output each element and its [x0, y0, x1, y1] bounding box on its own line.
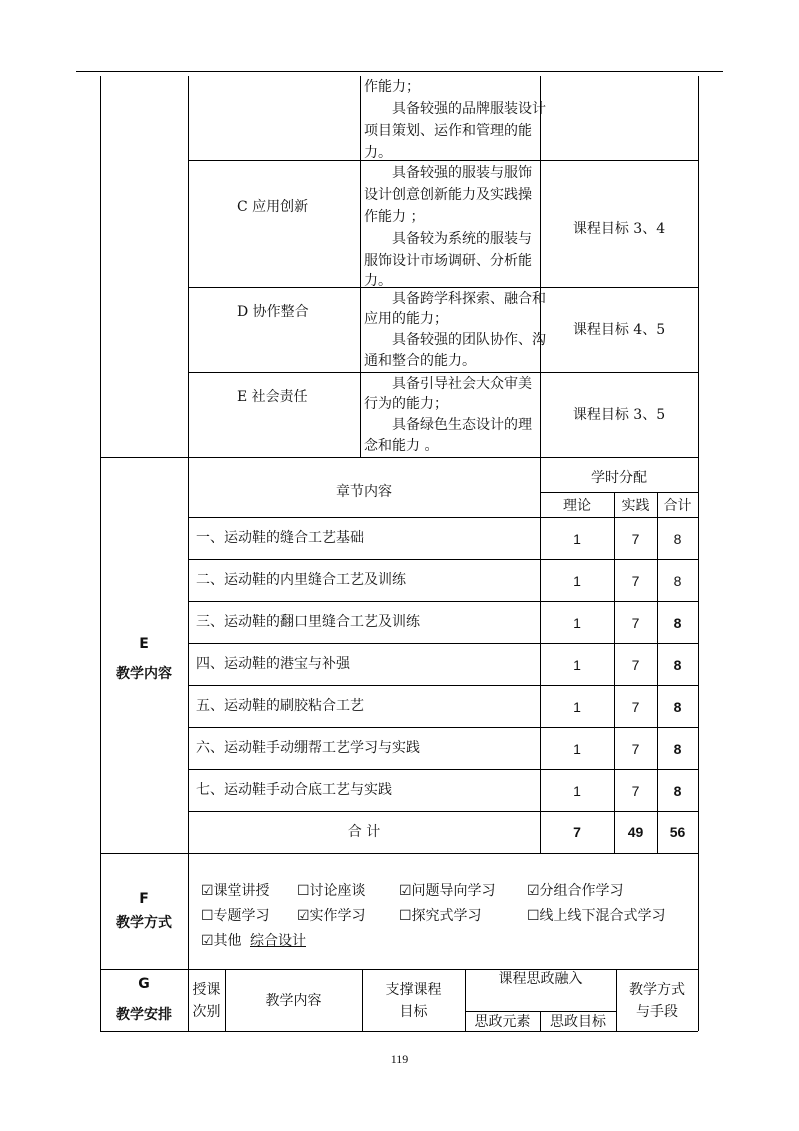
description-line: 具备绿色生态设计的理	[364, 417, 532, 433]
chapter-title: 二、运动鞋的内里缝合工艺及训练	[196, 572, 406, 588]
practice-hours: 7	[631, 741, 640, 757]
description-line: 行为的能力；	[364, 396, 448, 412]
ideology-elements-header: 思政元素	[474, 1014, 531, 1030]
description-line: 念和能力 。	[364, 438, 439, 454]
chapter-title: 四、运动鞋的港宝与补强	[196, 656, 350, 672]
sum-theory: 7	[573, 824, 581, 840]
total-header: 合计	[663, 498, 692, 514]
method-checkbox: ☑问题导向学习	[399, 883, 496, 899]
ability-name: D 协作整合	[237, 304, 309, 320]
practice-hours: 7	[631, 531, 640, 547]
description-line: 力。	[364, 273, 392, 289]
description-line: 作能力 ；	[364, 209, 425, 225]
chapter-title: 一、运动鞋的缝合工艺基础	[196, 530, 364, 546]
practice-header: 实践	[621, 498, 650, 514]
method-checkbox: ☑课堂讲授	[201, 883, 270, 899]
sum-practice: 49	[627, 824, 644, 840]
sum-label: 合 计	[347, 824, 381, 840]
practice-hours: 7	[631, 615, 640, 631]
practice-hours: 7	[631, 573, 640, 589]
description-line: 具备较强的服装与服饰	[364, 165, 532, 181]
total-hours: 8	[673, 657, 682, 673]
section-letter: E	[139, 636, 149, 652]
method-checkbox: ☐专题学习	[201, 908, 270, 924]
method-checkbox: ☐讨论座谈	[297, 883, 366, 899]
description-line: 项目策划、运作和管理的能	[364, 123, 532, 139]
method-checkbox-other: ☑其他	[201, 933, 242, 949]
description-line: 具备引导社会大众审美	[364, 376, 532, 392]
content-header: 教学内容	[265, 993, 322, 1009]
header-rule	[76, 71, 723, 72]
practice-hours: 7	[631, 783, 640, 799]
practice-hours: 7	[631, 699, 640, 715]
method-checkbox: ☐探究式学习	[399, 908, 482, 924]
page-number: 119	[390, 1052, 409, 1066]
target-header: 目标	[399, 1004, 428, 1020]
course-target: 课程目标 4、5	[572, 322, 666, 338]
description-line: 具备较强的团队协作、沟	[364, 332, 546, 348]
theory-hours: 1	[573, 699, 581, 715]
ability-name: E 社会责任	[237, 389, 308, 405]
section-title: 教学内容	[116, 666, 172, 682]
session-header: 次别	[192, 1004, 221, 1020]
chapter-title: 六、运动鞋手动绷帮工艺学习与实践	[196, 740, 420, 756]
method-header: 与手段	[636, 1004, 678, 1020]
method-checkbox: ☐线上线下混合式学习	[527, 908, 666, 924]
theory-hours: 1	[573, 783, 581, 799]
chapter-title: 五、运动鞋的刷胶粘合工艺	[196, 698, 364, 714]
other-method-value: 综合设计	[250, 933, 306, 949]
theory-hours: 1	[573, 657, 581, 673]
total-hours: 8	[673, 573, 682, 589]
method-checkbox: ☑分组合作学习	[527, 883, 624, 899]
ability-name: C 应用创新	[237, 199, 309, 215]
theory-hours: 1	[573, 615, 581, 631]
hours-header: 学时分配	[591, 470, 647, 486]
description-line: 服饰设计市场调研、分析能	[364, 253, 532, 269]
section-letter: F	[139, 891, 149, 907]
total-hours: 8	[673, 783, 682, 799]
sum-total: 56	[669, 824, 686, 840]
total-hours: 8	[673, 615, 682, 631]
section-title: 教学安排	[116, 1007, 172, 1023]
theory-hours: 1	[573, 573, 581, 589]
target-header: 支撑课程	[385, 982, 442, 998]
theory-header: 理论	[563, 498, 591, 514]
total-hours: 8	[673, 741, 682, 757]
chapter-title: 七、运动鞋手动合底工艺与实践	[196, 782, 392, 798]
total-hours: 8	[673, 699, 682, 715]
session-header: 授课	[192, 982, 221, 998]
course-target: 课程目标 3、4	[572, 221, 666, 237]
chapter-header: 章节内容	[336, 484, 392, 500]
method-header: 教学方式	[629, 982, 685, 998]
total-hours: 8	[673, 531, 682, 547]
section-letter: G	[138, 976, 150, 992]
description-line: 作能力；	[364, 79, 420, 95]
description-line: 力。	[364, 145, 392, 161]
description-line: 具备较强的品牌服装设计	[364, 101, 546, 117]
description-line: 通和整合的能力。	[364, 353, 476, 369]
chapter-title: 三、运动鞋的翻口里缝合工艺及训练	[196, 614, 420, 630]
practice-hours: 7	[631, 657, 640, 673]
ideology-header: 课程思政融入	[498, 971, 583, 987]
description-line: 具备较为系统的服装与	[364, 231, 532, 247]
ideology-goals-header: 思政目标	[550, 1014, 606, 1030]
description-line: 应用的能力；	[364, 311, 448, 327]
theory-hours: 1	[573, 741, 581, 757]
description-line: 具备跨学科探索、融合和	[364, 291, 546, 307]
section-title: 教学方式	[116, 915, 172, 931]
method-checkbox: ☑实作学习	[297, 908, 366, 924]
theory-hours: 1	[573, 531, 581, 547]
course-target: 课程目标 3、5	[572, 407, 666, 423]
description-line: 设计创意创新能力及实践操	[364, 187, 532, 203]
